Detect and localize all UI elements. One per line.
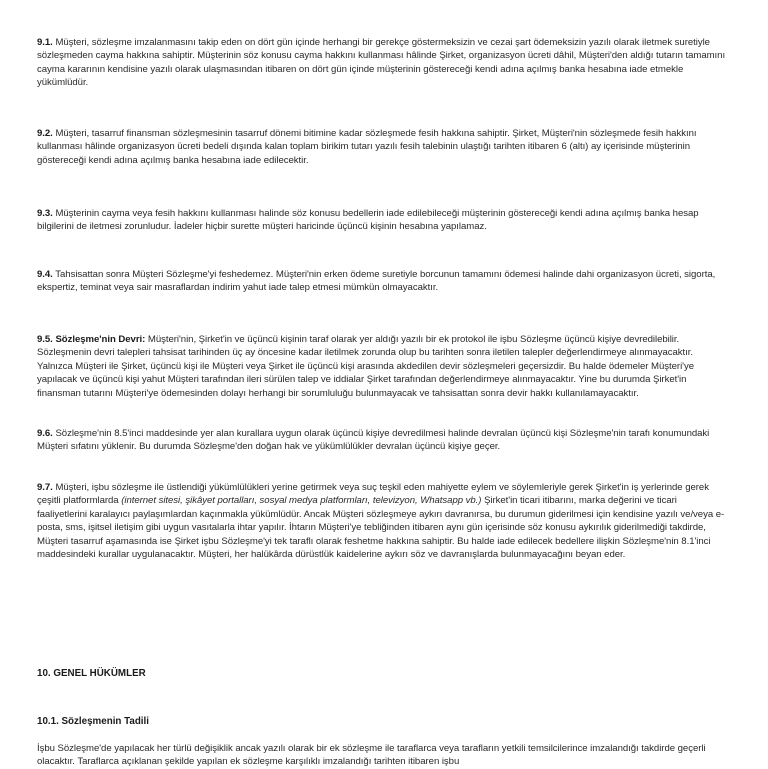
clause-9-6: [37, 427, 729, 454]
clause-number: 9.6.: [37, 428, 53, 439]
clause-text: Tahsisattan sonra Müşteri Sözleşme'yi feshedemez. Müşteri'nin erken ödeme suretiyle borcunun tamamını ödemesi halinde dahi organizasyon ücreti, sigorta, ekspertiz, teminat veya sair masraflardan indirim yahut iade talep etmesi mümkün olmayacaktır.: [37, 269, 716, 294]
clause-9-2: [37, 127, 729, 167]
subsection-heading: 10.1. Sözleşmenin Tadili: [37, 716, 149, 727]
clause-9-7: [37, 481, 729, 561]
clause-9-5: [37, 333, 729, 400]
clause-number: 9.4.: [37, 269, 53, 280]
clause-text: İşbu Sözleşme'de yapılacak her türlü değişiklik ancak yazılı olarak bir ek sözleşme ile taraflarca veya tarafların yetkili temsilcilerince imzalandığı takdirde geçerli olacaktır. Taraflarca açıklanan şekilde yapılan ek sözleşme karşılıklı imzalandığı tarihten itibaren işbu: [37, 743, 706, 768]
clause-number: 9.5.: [37, 334, 53, 345]
clause-text: Müşterinin cayma veya fesih hakkını kullanması halinde söz konusu bedellerin iade edilebileceği müşterinin göstereceği kendi adına açılmış banka hesap bilgilerini de iletmesi zorunludur. İadeler hiçbir surette müşteri haricinde üçüncü kişinin hesabına yapılamaz.: [37, 208, 699, 233]
clause-number: 9.1.: [37, 37, 53, 48]
clause-text: Müşteri'nin, Şirket'in ve üçüncü kişinin taraf olarak yer aldığı yazılı bir ek protokol ile işbu Sözleşme üçüncü kişiye devredilebilir. Sözleşmenin devri talepleri tahsisat tarihinden üç ay öncesine kadar iletilmek zorunda olup bu tarihten sonra iletilen talepler değerlendirmeye alınmayacaktır. Yalnızca Müşteri ile Şirket, üçüncü kişi ile Müşteri veya Şirket ile üçüncü kişi arasında akdedilen devir sözleşmeleri geçersizdir. Bu halde ödemeler Müşteri'ye yapılacak ve üçüncü kişi yahut Müşteri tarafından ileri sürülen talep ve iddialar Şirket tarafından değerlendirmeye alınmayacaktır. Yine bu durumda Şirket'in finansman tutarını Müşteri'ye ödemesinden dolayı herhangi bir sorumluluğu bulunmayacak ve tahsisattan sonra devir hakkı kullanılamayacaktır.: [37, 334, 694, 399]
clause-text: Müşteri, sözleşme imzalanmasını takip eden on dört gün içinde herhangi bir gerekçe göstermeksizin ve cezai şart ödemeksizin yazılı olarak iletmek suretiyle sözleşmeden cayma hakkına sahiptir. Müşterinin söz konusu cayma hakkını kullanması hâlinde Şirket, organizasyon ücreti dâhil, Müşteri'den aldığı tutarın tamamını cayma kararının kendisine yazılı olarak ulaşmasından itibaren on dört gün içinde müşterinin göstereceği kendi adına açılmış banka hesabına iade etmekle yükümlüdür.: [37, 37, 726, 89]
clause-text-a: Müşteri, işbu sözleşme ile üstlendiği yükümlülükleri yerine getirmek veya suç teşkil eden mahiyette eylem ve söylemleriyle gerek Şirket'in iş yerlerinde gerek çeşitli platformlarda: [37, 482, 709, 507]
clause-number: 9.7.: [37, 482, 53, 493]
clause-text-italic: (internet sitesi, şikâyet portalları, sosyal medya platformları, televizyon, Whatsapp vb.): [121, 495, 482, 507]
clause-9-3: [37, 207, 729, 234]
clause-text: Sözleşme'nin 8.5'inci maddesinde yer alan kurallara uygun olarak üçüncü kişiye devredilmesi halinde devralan üçüncü kişi Sözleşme'nin tarafı konumundaki Müşteri sıfatını yüklenir. Bu durumda Sözleşme'den doğan hak ve yükümlülükler devralan üçüncü kişiye geçer.: [37, 428, 710, 453]
clause-number: 9.2.: [37, 128, 53, 139]
clause-9-1: [37, 36, 729, 90]
clause-title: Sözleşme'nin Devri:: [55, 334, 146, 345]
clause-9-4: [37, 268, 729, 295]
section-heading: 10. GENEL HÜKÜMLER: [37, 668, 146, 679]
clause-text: Müşteri, tasarruf finansman sözleşmesinin tasarruf dönemi bitimine kadar sözleşmede fesih hakkına sahiptir. Şirket, Müşteri'nin sözleşmede fesih hakkını kullanması hâlinde organizasyon ücreti bedeli dışında kalan toplam birikim tutarı yazılı fesih talebinin ulaştığı tarihten itibaren 6 (altı) ay içerisinde müşterinin göstereceği kendi adına açılmış banka hesabına iade edilecektir.: [37, 128, 697, 166]
clause-text-b: Şirket'in ticari itibarını, marka değerini ve ticari faaliyetlerini karalayıcı paylaşımlardan kaçınmakla yükümlüdür. Ancak Müşteri sözleşmeye aykırı davranırsa, bu durumun giderilmesi için kendisine yazılı ve/veya e-posta, sms, işitsel iletişim gibi uygun vasıtalarla ihtar yapılır. İhtarın Müşteri'ye tebliğinden itibaren aynı gün içerisinde söz konusu aykırılık giderilmediği takdirde, Müşteri tasarruf aşamasında ise Şirket işbu Sözleşme'yi tek taraflı olarak feshetme hakkına sahiptir. Bu halde iade edilecek bedellere ilişkin Sözleşme'nin 8.1'inci maddesindeki kurallar uygulanacaktır. Müşteri, her halükârda dürüstlük kaidelerine aykırı söz ve davranışlarda bulunmayacağını beyan eder.: [37, 495, 725, 561]
clause-10-1-text: [37, 742, 729, 769]
clause-number: 9.3.: [37, 208, 53, 219]
